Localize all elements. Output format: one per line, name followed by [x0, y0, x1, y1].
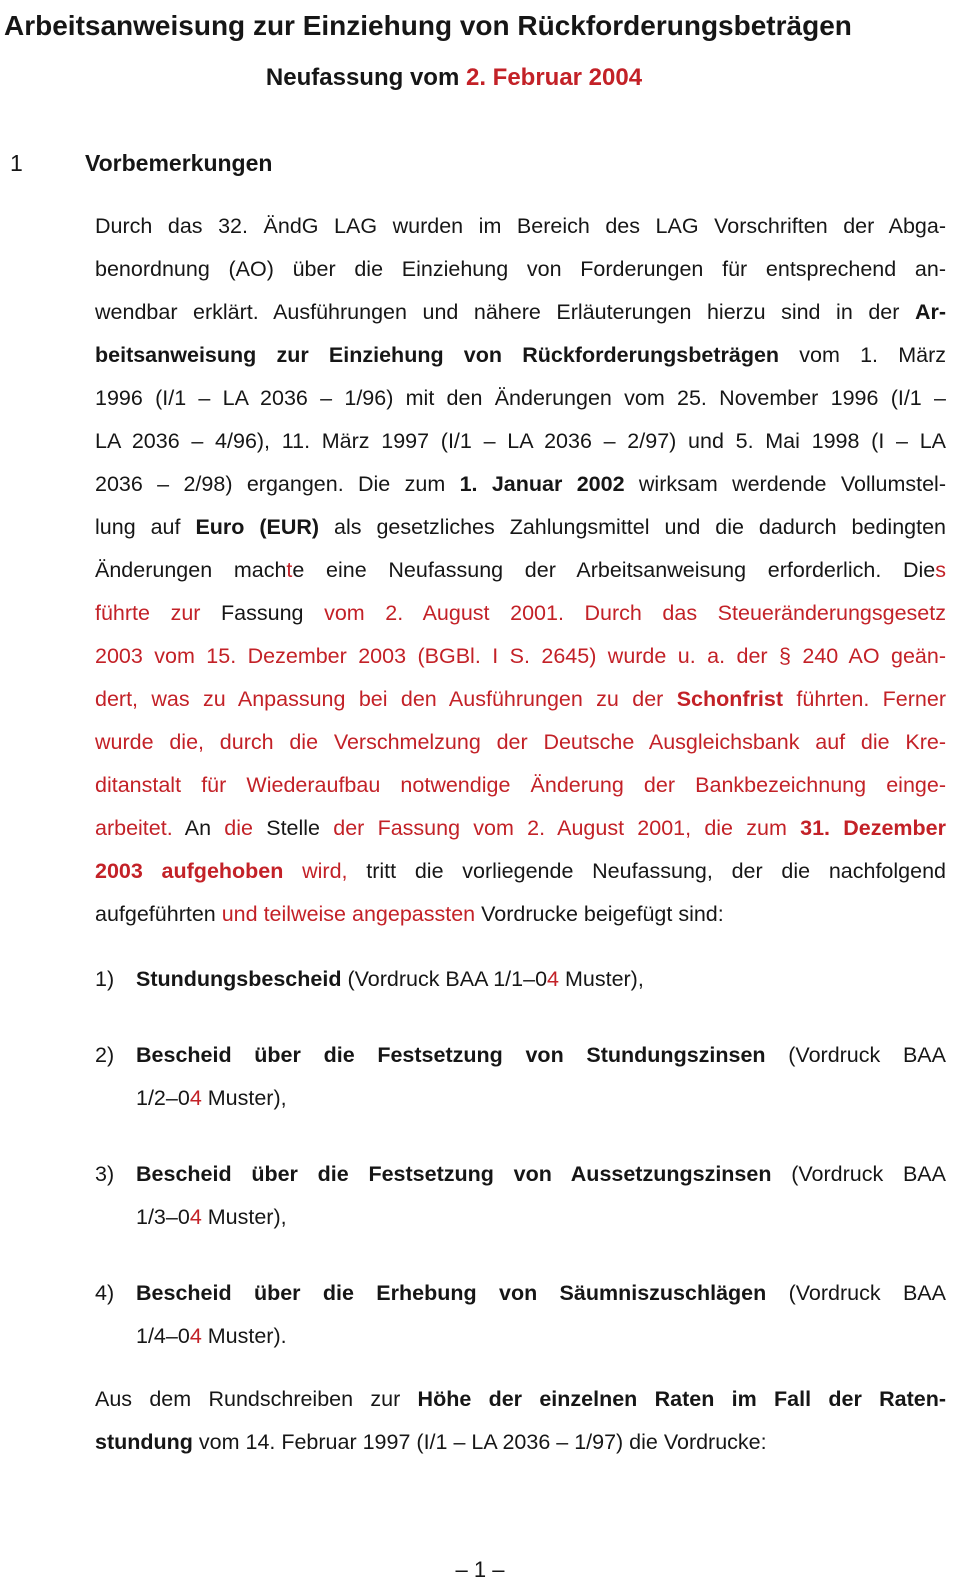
- text-line: [95, 248, 946, 291]
- text-run: 1996 (I/1 – LA 2036 – 1/96) mit den Änderungen vom 25. November 1996 (I/1 –: [95, 386, 946, 410]
- text-run: 1. Januar 2002: [459, 472, 625, 496]
- text-run: e eine Neufassung der Arbeitsanweisung erforderlich. Die: [292, 558, 936, 582]
- list-item-text: [136, 1153, 946, 1239]
- text-run: 2003 aufgehoben: [95, 859, 284, 883]
- text-line: [95, 334, 946, 377]
- text-run: (Vordruck BAA: [771, 1162, 946, 1186]
- document-title: Arbeitsanweisung zur Einziehung von Rückforderungsbeträgen: [4, 10, 852, 41]
- text-run: s: [935, 558, 946, 582]
- text-line: [95, 893, 946, 936]
- text-run: 4: [189, 1086, 202, 1110]
- list-item-text: [136, 1272, 946, 1358]
- vordruck-list: [95, 958, 946, 1358]
- text-run: 2003 vom 15. Dezember 2003 (BGBl. I S. 2645) wurde u. a. der § 240 AO geän-: [95, 644, 946, 668]
- text-run: 2. Februar 2004: [465, 64, 643, 91]
- list-item-number: 2): [95, 1043, 115, 1067]
- text-line: [95, 635, 946, 678]
- text-run: benordnung (AO) über die Einziehung von Forderungen für entsprechend an-: [95, 257, 946, 281]
- text-line: [95, 205, 946, 248]
- text-line: [95, 764, 946, 807]
- text-run: die: [224, 816, 267, 840]
- section-title: Vorbemerkungen: [85, 150, 273, 176]
- text-run: 1/4–0: [136, 1324, 190, 1348]
- text-run: Muster),: [201, 1205, 287, 1229]
- intro-paragraph: [95, 205, 946, 936]
- closing-paragraph: [95, 1378, 946, 1464]
- text-run: Höhe der einzelnen Raten im Fall der Raten-: [417, 1387, 946, 1411]
- text-line: [136, 1272, 946, 1315]
- text-line: [95, 377, 946, 420]
- text-run: vom 1. März: [779, 343, 947, 367]
- text-run: Muster),: [559, 967, 644, 991]
- list-item: [95, 1272, 946, 1358]
- text-line: [136, 1315, 946, 1358]
- page-number: – 1 –: [455, 1557, 505, 1582]
- text-line: [95, 291, 946, 334]
- list-item: [95, 1153, 946, 1239]
- text-line: [95, 1378, 946, 1421]
- list-item: [95, 958, 946, 1001]
- text-run: Bescheid über die Festsetzung von Stundungszinsen: [136, 1043, 766, 1067]
- text-run: lung auf: [95, 515, 196, 539]
- text-run: Fassung: [221, 601, 325, 625]
- text-line: [95, 463, 946, 506]
- text-run: 1/2–0: [136, 1086, 190, 1110]
- text-run: wendbar erklärt. Ausführungen und nähere Erläuterungen hierzu sind in der: [95, 300, 915, 324]
- text-run: Aus dem Rundschreiben zur: [95, 1387, 418, 1411]
- text-run: (Vordruck BAA 1/1–0: [341, 967, 548, 991]
- text-line: [95, 678, 946, 721]
- text-line: [95, 850, 946, 893]
- text-run: Stundungsbescheid: [136, 967, 342, 991]
- text-run: Vordrucke beigefügt sind:: [475, 902, 724, 926]
- text-line: [95, 592, 946, 635]
- text-run: Bescheid über die Erhebung von Säumniszuschlägen: [136, 1281, 767, 1305]
- text-run: 1/3–0: [136, 1205, 190, 1229]
- text-run: Muster),: [201, 1086, 287, 1110]
- text-run: dert, was zu Anpassung bei den Ausführungen zu der: [95, 687, 677, 711]
- list-item-number: 3): [95, 1162, 115, 1186]
- text-line: [95, 506, 946, 549]
- text-run: der Fassung vom 2. August 2001, die zum: [333, 816, 801, 840]
- text-run: wirksam werdende Vollumstel-: [624, 472, 946, 496]
- text-line: [95, 1421, 946, 1464]
- text-line: [95, 807, 946, 850]
- text-line: [136, 1196, 946, 1239]
- list-item-text: [136, 958, 946, 1001]
- text-line: [95, 549, 946, 592]
- list-item: [95, 1034, 946, 1120]
- text-run: Änderungen mach: [95, 558, 287, 582]
- text-run: t: [286, 558, 293, 582]
- text-run: (Vordruck BAA: [766, 1281, 946, 1305]
- text-run: wurde die, durch die Verschmelzung der Deutsche Ausgleichsbank auf die Kre-: [95, 730, 946, 754]
- section-heading: [0, 149, 960, 177]
- text-run: vom 2. August 2001. Durch das Steueränderungsgesetz: [324, 601, 946, 625]
- text-run: beitsanweisung zur Einziehung von Rückforderungsbeträgen: [95, 343, 780, 367]
- text-run: als gesetzliches Zahlungsmittel und die dadurch bedingten: [319, 515, 947, 539]
- text-line: [136, 958, 946, 1001]
- text-run: 31. Dezember: [800, 816, 946, 840]
- text-run: ditanstalt für Wiederaufbau notwendige Änderung der Bankbezeichnung einge-: [95, 773, 946, 797]
- section-number: 1: [10, 150, 23, 176]
- text-run: Euro (EUR): [195, 515, 320, 539]
- text-run: tritt die vorliegende Neufassung, der die nachfolgend: [347, 859, 946, 883]
- text-run: Durch das 32. ÄndG LAG wurden im Bereich des LAG Vorschriften der Abga-: [95, 214, 946, 238]
- text-run: (Vordruck BAA: [765, 1043, 946, 1067]
- text-line: [95, 420, 946, 463]
- text-run: Muster).: [201, 1324, 287, 1348]
- text-line: [136, 1034, 946, 1077]
- text-line: [136, 1077, 946, 1120]
- text-run: vom 14. Februar 1997 (I/1 – LA 2036 – 1/97) die Vordrucke:: [192, 1430, 767, 1454]
- text-run: Bescheid über die Festsetzung von Aussetzungszinsen: [136, 1162, 772, 1186]
- text-line: [136, 1153, 946, 1196]
- text-run: 4: [547, 967, 559, 991]
- text-run: 4: [189, 1324, 202, 1348]
- text-run: führte zur: [95, 601, 222, 625]
- list-item-number: 1): [95, 967, 115, 991]
- list-item-text: [136, 1034, 946, 1120]
- text-run: An: [184, 816, 225, 840]
- document-subtitle: [0, 64, 960, 92]
- text-run: stundung: [95, 1430, 193, 1454]
- text-run: aufgeführten: [95, 902, 222, 926]
- text-run: und teilweise angepassten: [221, 902, 476, 926]
- text-run: 2036 – 2/98) ergangen. Die zum: [95, 472, 460, 496]
- text-run: Ar-: [914, 300, 946, 324]
- list-item-number: 4): [95, 1281, 115, 1305]
- text-run: Schonfrist: [676, 687, 784, 711]
- text-run: 4: [189, 1205, 202, 1229]
- text-run: Stelle: [266, 816, 334, 840]
- text-line: [95, 721, 946, 764]
- text-run: arbeitet.: [95, 816, 185, 840]
- text-run: wird,: [283, 859, 348, 883]
- text-run: Neufassung vom: [265, 64, 466, 91]
- text-run: LA 2036 – 4/96), 11. März 1997 (I/1 – LA 2036 – 2/97) und 5. Mai 1998 (I – LA: [95, 429, 946, 453]
- text-run: führten. Ferner: [783, 687, 946, 711]
